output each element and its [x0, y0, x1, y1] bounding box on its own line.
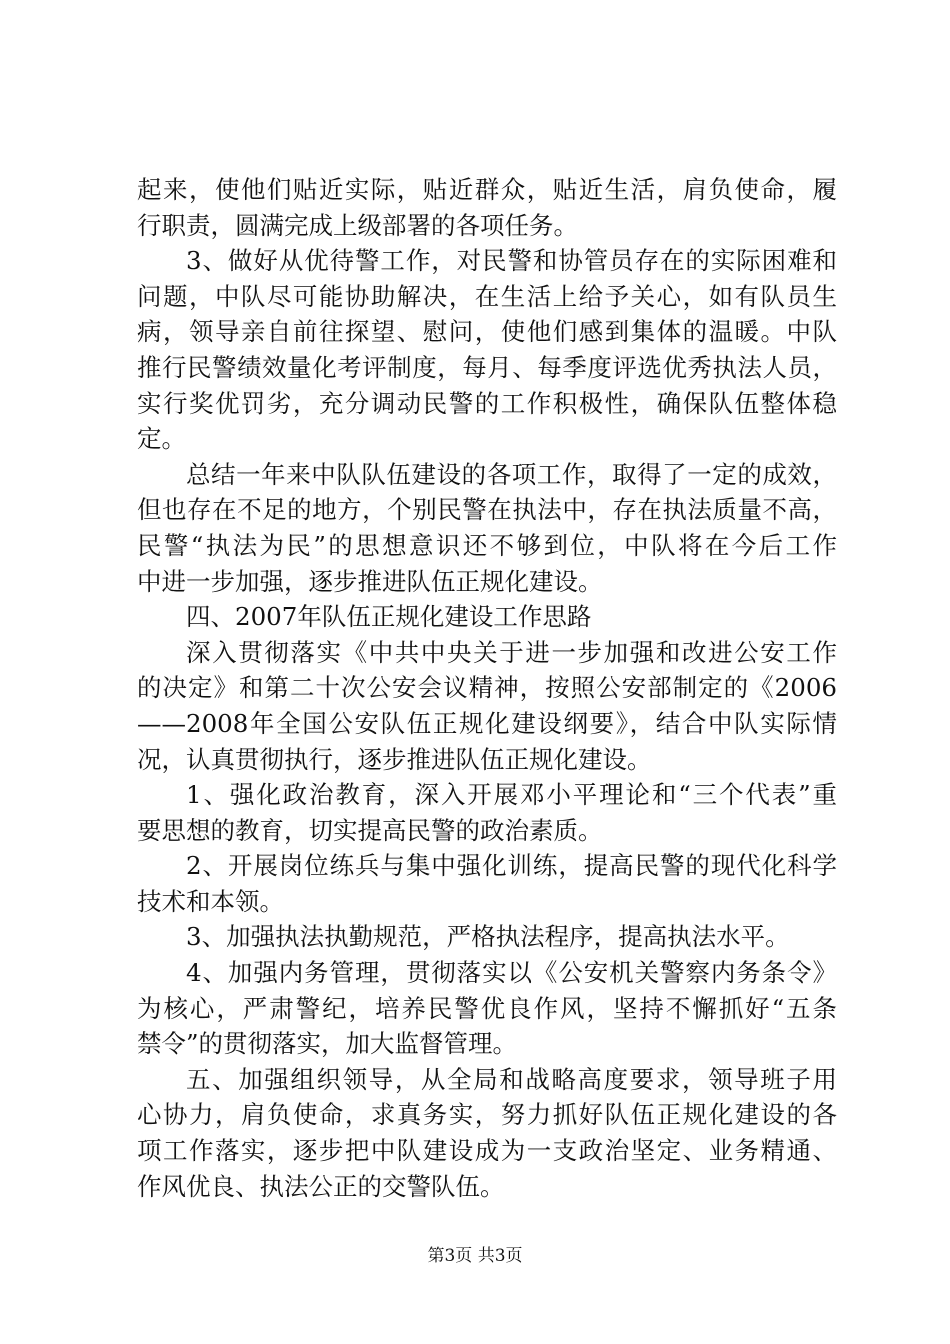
text-line: 问题，中队尽可能协助解决，在生活上给予关心，如有队员生 [137, 281, 837, 311]
text-line: 病，领导亲自前往探望、慰问，使他们感到集体的温暖。中队 [137, 317, 837, 347]
text-line: 实行奖优罚劣，充分调动民警的工作积极性，确保队伍整体稳 [137, 388, 837, 418]
text-line: 为核心，严肃警纪，培养民警优良作风，坚持不懈抓好“五条 [137, 993, 837, 1023]
text-line: 推行民警绩效量化考评制度，每月、每季度评选优秀执法人员， [137, 352, 837, 382]
text-line: 1、强化政治教育，深入开展邓小平理论和“三个代表”重 [186, 780, 837, 810]
text-line: 技术和本领。 [137, 886, 284, 916]
text-line: 的决定》和第二十次公安会议精神，按照公安部制定的《2006 [137, 673, 837, 703]
text-line: 深入贯彻落实《中共中央关于进一步加强和改进公安工作 [186, 637, 837, 667]
text-line: 民警“执法为民”的思想意识还不够到位，中队将在今后工作 [137, 530, 837, 560]
page-number: 第3页 共3页 [427, 1246, 523, 1266]
text-line: 中进一步加强，逐步推进队伍正规化建设。 [137, 566, 603, 596]
text-line: 3、做好从优待警工作，对民警和协管员存在的实际困难和 [186, 246, 837, 276]
text-line: 心协力，肩负使命，求真务实，努力抓好队伍正规化建设的各 [137, 1100, 837, 1130]
text-line: 项工作落实，逐步把中队建设成为一支政治坚定、业务精通、 [137, 1136, 837, 1166]
text-line: ——2008年全国公安队伍正规化建设纲要》，结合中队实际情 [137, 708, 837, 738]
text-line: 要思想的教育，切实提高民警的政治素质。 [137, 815, 603, 845]
body-text [137, 172, 837, 1204]
text-line: 但也存在不足的地方，个别民警在执法中，存在执法质量不高， [137, 495, 837, 525]
text-line: 3、加强执法执勤规范，严格执法程序，提高执法水平。 [186, 922, 790, 952]
text-line: 起来，使他们贴近实际，贴近群众，贴近生活，肩负使命，履 [137, 175, 837, 204]
text-line: 定。 [137, 424, 186, 454]
section-heading: 四、2007年队伍正规化建设工作思路 [186, 602, 592, 632]
text-line: 2、开展岗位练兵与集中强化训练，提高民警的现代化科学 [186, 851, 837, 881]
text-line: 行职责，圆满完成上级部署的各项任务。 [137, 210, 578, 240]
text-line: 五、加强组织领导，从全局和战略高度要求，领导班子用 [186, 1064, 837, 1094]
text-line: 总结一年来中队队伍建设的各项工作，取得了一定的成效， [186, 459, 837, 489]
text-line: 禁令”的贯彻落实，加大监督管理。 [137, 1029, 518, 1059]
text-line: 况，认真贯彻执行，逐步推进队伍正规化建设。 [137, 744, 652, 774]
text-line: 4、加强内务管理，贯彻落实以《公安机关警察内务条令》 [186, 958, 837, 988]
text-line: 作风优良、执法公正的交警队伍。 [137, 1171, 505, 1201]
